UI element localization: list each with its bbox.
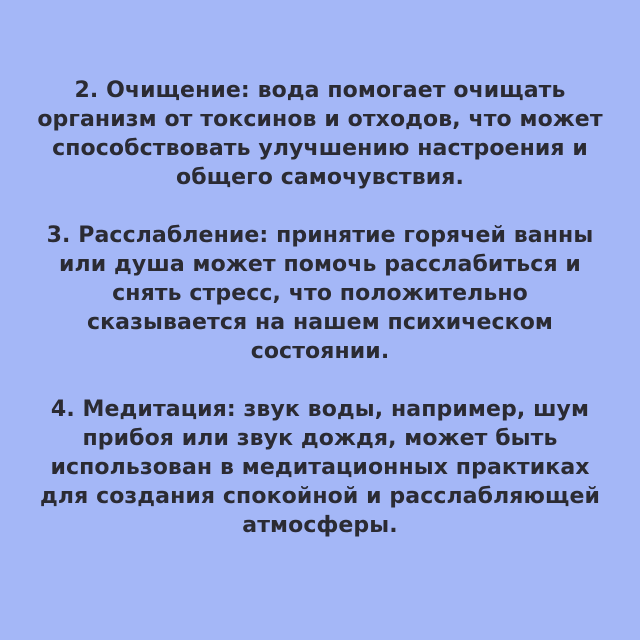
text-line: способствовать улучшению настроения и	[52, 136, 588, 161]
text-line: общего самочувствия.	[176, 165, 464, 190]
paragraph-spacer	[36, 366, 604, 395]
paragraph-spacer	[36, 192, 604, 221]
paragraph-cleansing	[36, 76, 604, 192]
text-line: 2. Очищение: вода помогает очищать	[74, 78, 566, 103]
text-line: 4. Медитация: звук воды, например, шум	[50, 397, 590, 422]
text-line: для создания спокойной и расслабляющей	[40, 484, 600, 509]
text-line: 3. Расслабление: принятие горячей ванны	[46, 223, 594, 248]
text-line: или душа может помочь расслабиться и	[59, 252, 581, 277]
text-line: снять стресс, что положительно	[112, 281, 528, 306]
text-line: состоянии.	[250, 339, 390, 364]
text-line: сказывается на нашем психическом	[87, 310, 553, 335]
paragraph-relaxation	[36, 221, 604, 366]
text-line: атмосферы.	[242, 513, 398, 538]
text-line: использован в медитационных практиках	[50, 455, 590, 480]
paragraph-meditation	[36, 395, 604, 540]
text-line: прибоя или звук дождя, может быть	[82, 426, 558, 451]
text-line: организм от токсинов и отходов, что может	[37, 107, 603, 132]
